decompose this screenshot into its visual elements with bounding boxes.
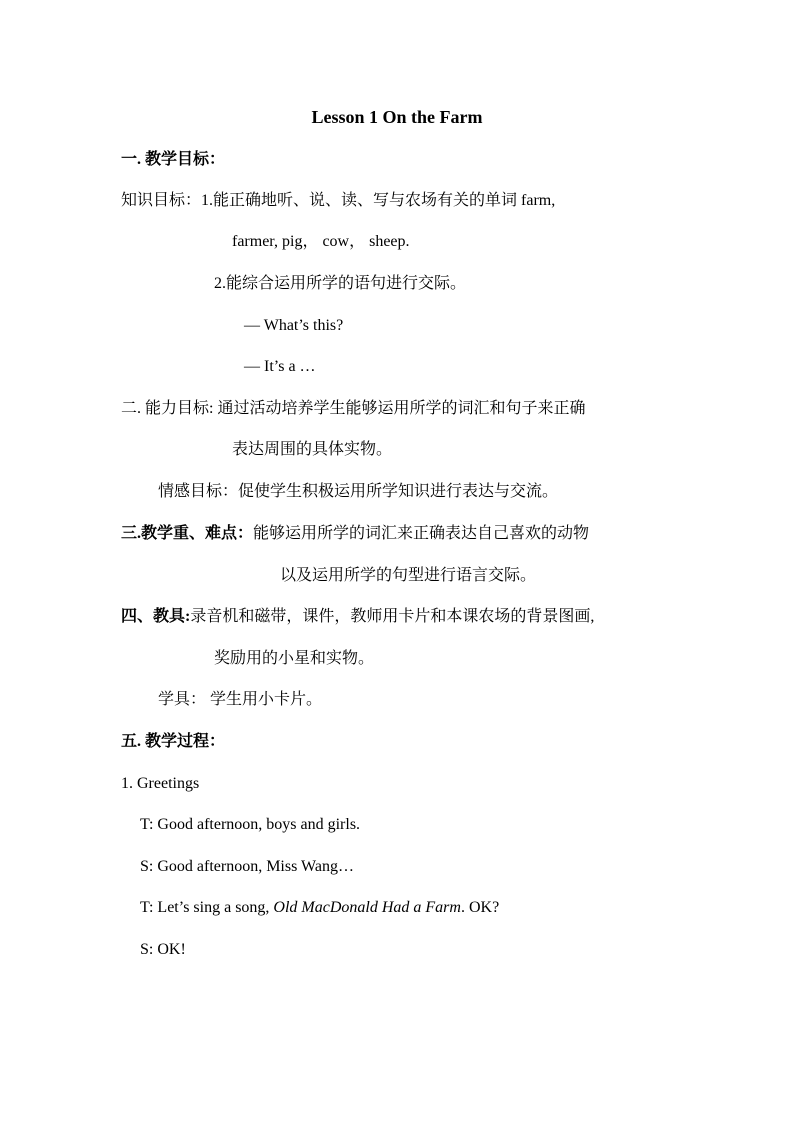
knowledge-item-1: 1.能正确地听、说、读、写与农场有关的单词 farm, (201, 192, 556, 209)
dialog-student-1: S: Good afternoon, Miss Wang… (140, 858, 354, 875)
knowledge-vocab-line: farmer, pig， cow， sheep. (232, 233, 410, 250)
dialog-student-2: S: OK! (140, 941, 186, 958)
section-1-heading: 一. 教学目标： (121, 151, 226, 168)
teaching-aids-label: 四、教具: (121, 608, 191, 625)
dialog-question: — What’s this? (244, 317, 344, 334)
ability-objective-line-1 (121, 399, 585, 419)
dialog-teacher-1: T: Good afternoon, boys and girls. (140, 816, 361, 833)
key-points-text: 能够运用所学的词汇来正确表达自己喜欢的动物 (253, 525, 590, 542)
section-5-heading: 五. 教学过程： (121, 733, 226, 750)
teacher-2-suffix: . OK? (460, 899, 500, 916)
step-1-greetings: 1. Greetings (121, 775, 200, 792)
knowledge-label: 知识目标： (121, 192, 202, 209)
teaching-aids-line-1 (121, 607, 594, 627)
teacher-2-prefix: T: Let’s sing a song, (140, 899, 274, 916)
song-title: Old MacDonald Had a Farm (273, 899, 461, 916)
ability-label: 二. 能力目标: (121, 400, 214, 417)
student-tools-line: 学具： 学生用小卡片。 (158, 691, 323, 708)
key-points-line-1 (121, 524, 589, 544)
knowledge-objective-line-1 (121, 191, 555, 211)
key-points-line-2: 以及运用所学的句型进行语言交际。 (280, 567, 537, 584)
key-points-label: 三.教学重、难点： (121, 525, 254, 542)
dialog-teacher-2 (140, 898, 499, 918)
teaching-aids-text: 录音机和磁带，课件，教师用卡片和本课农场的背景图画, (190, 608, 595, 625)
ability-text: 通过活动培养学生能够运用所学的词汇和句子来正确 (217, 400, 586, 417)
emotion-label: 情感目标： (158, 483, 239, 500)
knowledge-item-2: 2.能综合运用所学的语句进行交际。 (214, 275, 467, 292)
teaching-aids-line-2: 奖励用的小星和实物。 (214, 650, 375, 667)
dialog-answer: — It’s a … (244, 358, 316, 375)
emotion-objective-line (158, 482, 558, 502)
page-title: Lesson 1 On the Farm (311, 107, 483, 127)
emotion-text: 促使学生积极运用所学知识进行表达与交流。 (238, 483, 559, 500)
ability-objective-line-2: 表达周围的具体实物。 (232, 441, 393, 458)
